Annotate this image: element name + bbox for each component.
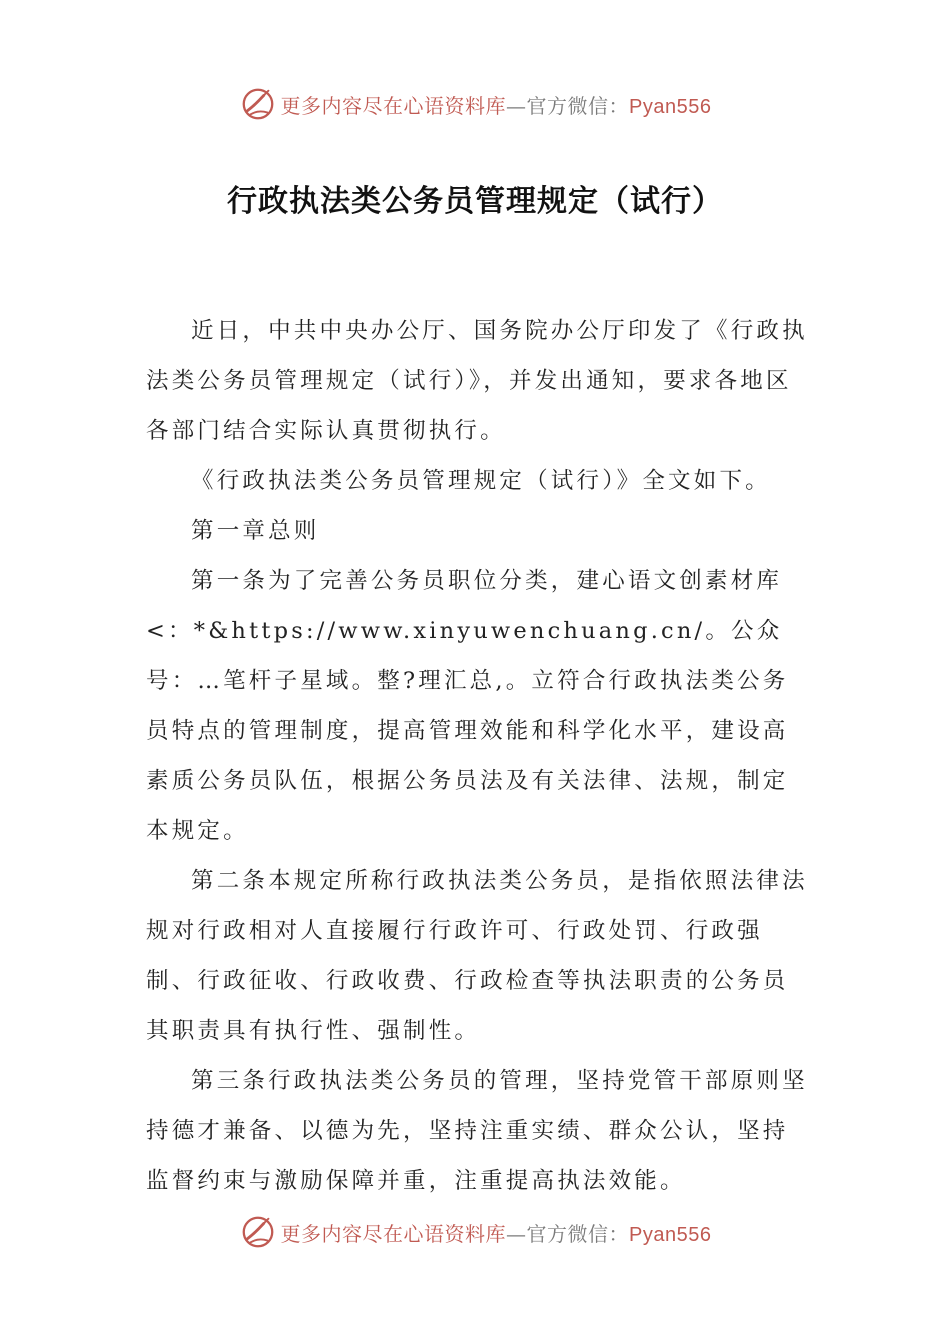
banner-main-text: 更多内容尽在心语资料库 [280, 1221, 507, 1246]
banner-dash: — [506, 93, 527, 118]
banner-content [239, 1213, 712, 1251]
paragraph: 第三条行政执法类公务员的管理，坚持党管干部原则坚持德才兼备、以德为先，坚持注重实绩、群众公认，坚持监督约束与激励保障并重，注重提高执法效能。 [146, 1068, 808, 1194]
banner-content [239, 85, 712, 123]
header-banner [0, 82, 950, 126]
banner-wechat-id: Pyan556 [629, 95, 712, 118]
document-body [146, 306, 808, 1206]
banner-dash: — [506, 1221, 527, 1246]
footer-banner [0, 1210, 950, 1254]
banner-main-text: 更多内容尽在心语资料库 [280, 93, 507, 118]
chapter-heading: 第一章总则 [191, 518, 320, 544]
pen-logo-icon [239, 85, 277, 123]
paragraph: 近日，中共中央办公厅、国务院办公厅印发了《行政执法类公务员管理规定（试行）》，并发出通知，要求各地区各部门结合实际认真贯彻执行。 [146, 318, 808, 444]
banner-text [281, 1218, 712, 1247]
paragraph: 第二条本规定所称行政执法类公务员，是指依照法律法规对行政相对人直接履行行政许可、行政处罚、行政强制、行政征收、行政收费、行政检查等执法职责的公务员其职责具有执行性、强制性。 [146, 868, 808, 1044]
pen-logo-icon [239, 1213, 277, 1251]
document-title: 行政执法类公务员管理规定（试行） [227, 184, 723, 219]
banner-text [281, 90, 712, 119]
banner-official-text: 官方微信： [526, 93, 630, 118]
paragraph: 第一条为了完善公务员职位分类，建心语文创素材库<：*&https://www.xinyuwenchuang.cn/。公众号：…笔杆子星域。整?理汇总,。立符合行政执法类公务员特点的管理制度，提高管理效能和科学化水平，建设高素质公务员队伍，根据公务员法及有关法律、法规，制定本规定。 [146, 568, 789, 844]
banner-wechat-id: Pyan556 [629, 1223, 712, 1246]
banner-official-text: 官方微信： [526, 1221, 630, 1246]
paragraph: 《行政执法类公务员管理规定（试行）》全文如下。 [191, 468, 771, 494]
